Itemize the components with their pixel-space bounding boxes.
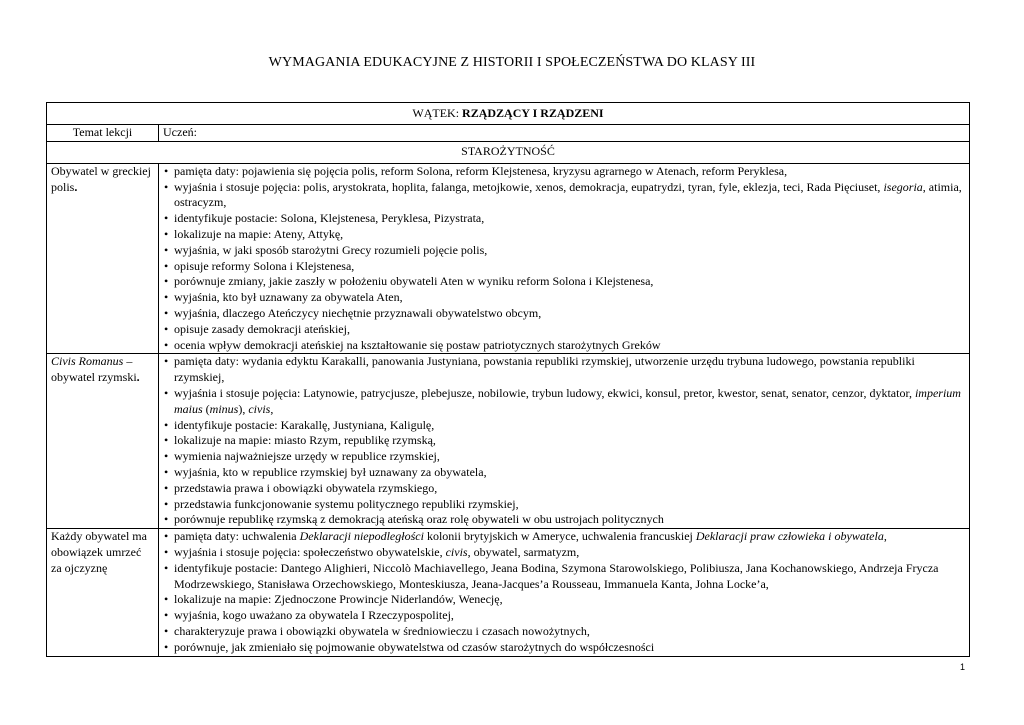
text-segment: Każdy obywatel ma obowiązek umrzeć za ojczyznę — [51, 529, 147, 575]
thread-name: RZĄDZĄCY I RZĄDZENI — [462, 105, 604, 120]
text-segment: pamięta daty: wydania edyktu Karakalli, panowania Justyniana, powstania republiki rzymskiej, utworzenie urzędu trybuna ludowego, powstania republiki rzymskiej, — [174, 354, 915, 385]
era-row — [47, 141, 970, 163]
era-cell: STAROŻYTNOŚĆ — [47, 141, 970, 163]
text-segment: lokalizuje na mapie: miasto Rzym, republikę rzymską, — [174, 433, 436, 448]
text-segment: porównuje zmiany, jakie zaszły w położeniu obywateli Aten w wyniku reform Solona i Klejstenesa, — [174, 274, 654, 289]
header-row — [47, 125, 970, 142]
requirement-item — [163, 465, 965, 481]
lesson-row — [47, 354, 970, 529]
text-segment: Deklaracji niepodległości — [299, 529, 424, 544]
lesson-topic — [47, 529, 159, 656]
text-segment: porównuje republikę rzymską z demokracją ateńską oraz rolę obywateli w obu ustrojach politycznych — [174, 512, 664, 527]
requirement-item — [163, 561, 965, 593]
text-segment: kolonii brytyjskich w Ameryce, uchwalenia francuskiej — [423, 529, 696, 544]
requirement-item — [163, 290, 965, 306]
text-segment: , — [883, 529, 887, 544]
text-segment: Deklaracji praw człowieka i obywatela — [695, 529, 884, 544]
text-segment: isegoria — [883, 179, 923, 194]
text-segment: imperium maius — [174, 385, 961, 416]
requirement-item — [163, 433, 965, 449]
lesson-rows — [47, 163, 970, 656]
text-segment: , atimia, ostracyzm, — [174, 179, 962, 210]
column-header-topic: Temat lekcji — [47, 125, 159, 142]
text-segment: , — [270, 401, 274, 416]
lesson-topic — [47, 354, 159, 529]
text-segment: przedstawia prawa i obowiązki obywatela rzymskiego, — [174, 480, 438, 495]
text-segment: pamięta daty: uchwalenia — [174, 529, 300, 544]
requirement-item — [163, 180, 965, 212]
text-segment: wyjaśnia, dlaczego Ateńczycy niechętnie przyznawali obywatelstwo obcym, — [174, 305, 542, 320]
requirement-item — [163, 354, 965, 386]
text-segment: wyjaśnia i stosuje pojęcia: Latynowie, patrycjusze, plebejusze, nobilowie, trybun ludowy, ekwici, konsul, pretor, kwestor, senat, senator, cenzor, dyktator, — [174, 385, 915, 400]
text-segment: wyjaśnia i stosuje pojęcia: społeczeństwo obywatelskie, — [174, 544, 446, 559]
text-segment: identyfikuje postacie: Dantego Alighieri, Niccolò Machiavellego, Jeana Bodina, Szymona Starowolskiego, Polibiusza, Jana Kochanowskiego, Andrzeja Frycza Modrzewskiego, Stanisława Orzechowskiego, Monteskiusza, Jeana-Jacques’a Rousseau, Immanuela Kanta, Johna Locke’a, — [174, 560, 939, 591]
text-segment: lokalizuje na mapie: Zjednoczone Prowincje Niderlandów, Wenecję, — [174, 592, 503, 607]
requirement-item — [163, 274, 965, 290]
requirement-item — [163, 608, 965, 624]
requirement-item — [163, 418, 965, 434]
requirement-item — [163, 227, 965, 243]
text-segment: Obywatel w greckiej polis — [51, 163, 151, 194]
page-number: 1 — [960, 662, 966, 672]
text-segment: , obywatel, sarmatyzm, — [467, 544, 580, 559]
text-segment: identyfikuje postacie: Karakallę, Justyniana, Kaligulę, — [174, 417, 435, 432]
requirements-list — [163, 529, 965, 655]
text-segment: – obywatel rzymski — [51, 354, 137, 385]
thread-row — [47, 103, 970, 125]
requirement-item — [163, 512, 965, 528]
text-segment: przedstawia funkcjonowanie systemu politycznego republiki rzymskiej, — [174, 496, 519, 511]
lesson-requirements — [159, 529, 970, 656]
requirement-item — [163, 338, 965, 354]
thread-prefix: WĄTEK: — [412, 105, 463, 120]
text-segment: wyjaśnia, kto był uznawany za obywatela Aten, — [174, 290, 403, 305]
requirements-list — [163, 354, 965, 528]
text-segment: wyjaśnia, kto w republice rzymskiej był uznawany za obywatela, — [174, 464, 487, 479]
requirement-item — [163, 449, 965, 465]
requirements-list — [163, 164, 965, 354]
text-segment: lokalizuje na mapie: Ateny, Attykę, — [174, 226, 344, 241]
text-segment: . — [136, 370, 140, 385]
requirement-item — [163, 306, 965, 322]
text-segment: wyjaśnia, kogo uważano za obywatela I Rzeczypospolitej, — [174, 608, 454, 623]
text-segment: wyjaśnia i stosuje pojęcia: polis, arystokrata, hoplita, falanga, metojkowie, xenos, demokracja, eupatrydzi, tyran, fyle, eklezja, teci, Rada Pięciuset, — [174, 179, 884, 194]
requirement-item — [163, 640, 965, 656]
text-segment: ( — [202, 401, 210, 416]
lesson-row — [47, 529, 970, 656]
requirement-item — [163, 624, 965, 640]
text-segment: Civis Romanus — [51, 354, 124, 369]
text-segment: wyjaśnia, w jaki sposób starożytni Grecy rozumieli pojęcie polis, — [174, 242, 488, 257]
lesson-requirements — [159, 163, 970, 354]
requirement-item — [163, 211, 965, 227]
requirement-item — [163, 322, 965, 338]
requirement-item — [163, 529, 965, 545]
text-segment: wymienia najważniejsze urzędy w republice rzymskiej, — [174, 449, 440, 464]
requirement-item — [163, 243, 965, 259]
lesson-requirements — [159, 354, 970, 529]
text-segment: civis — [445, 544, 468, 559]
requirements-table — [46, 102, 970, 657]
text-segment: charakteryzuje prawa i obowiązki obywatela w średniowieczu i czasach nowożytnych, — [174, 623, 590, 638]
requirement-item — [163, 545, 965, 561]
text-segment: identyfikuje postacie: Solona, Klejstenesa, Peryklesa, Pizystrata, — [174, 211, 485, 226]
text-segment: ), — [238, 401, 249, 416]
requirement-item — [163, 497, 965, 513]
requirement-item — [163, 259, 965, 275]
text-segment: ocenia wpływ demokracji ateńskiej na kształtowanie się postaw patriotycznych starożytnych Greków — [174, 337, 661, 352]
text-segment: opisuje reformy Solona i Klejstenesa, — [174, 258, 355, 273]
text-segment: minus — [209, 401, 239, 416]
text-segment: porównuje, jak zmieniało się pojmowanie obywatelstwa od czasów starożytnych do współczesności — [174, 639, 655, 654]
text-segment: civis — [248, 401, 271, 416]
lesson-topic — [47, 163, 159, 354]
requirement-item — [163, 164, 965, 180]
requirement-item — [163, 386, 965, 418]
column-header-student: Uczeń: — [159, 125, 970, 142]
requirement-item — [163, 592, 965, 608]
text-segment: pamięta daty: pojawienia się pojęcia polis, reform Solona, reform Klejstenesa, kryzysu agrarnego w Atenach, reform Peryklesa, — [174, 163, 788, 178]
document-title: WYMAGANIA EDUKACYJNE Z HISTORII I SPOŁECZEŃSTWA DO KLASY III — [268, 55, 756, 70]
text-segment: . — [74, 179, 78, 194]
lesson-row — [47, 163, 970, 354]
thread-cell — [47, 103, 970, 125]
requirement-item — [163, 481, 965, 497]
text-segment: opisuje zasady demokracji ateńskiej, — [174, 321, 350, 336]
